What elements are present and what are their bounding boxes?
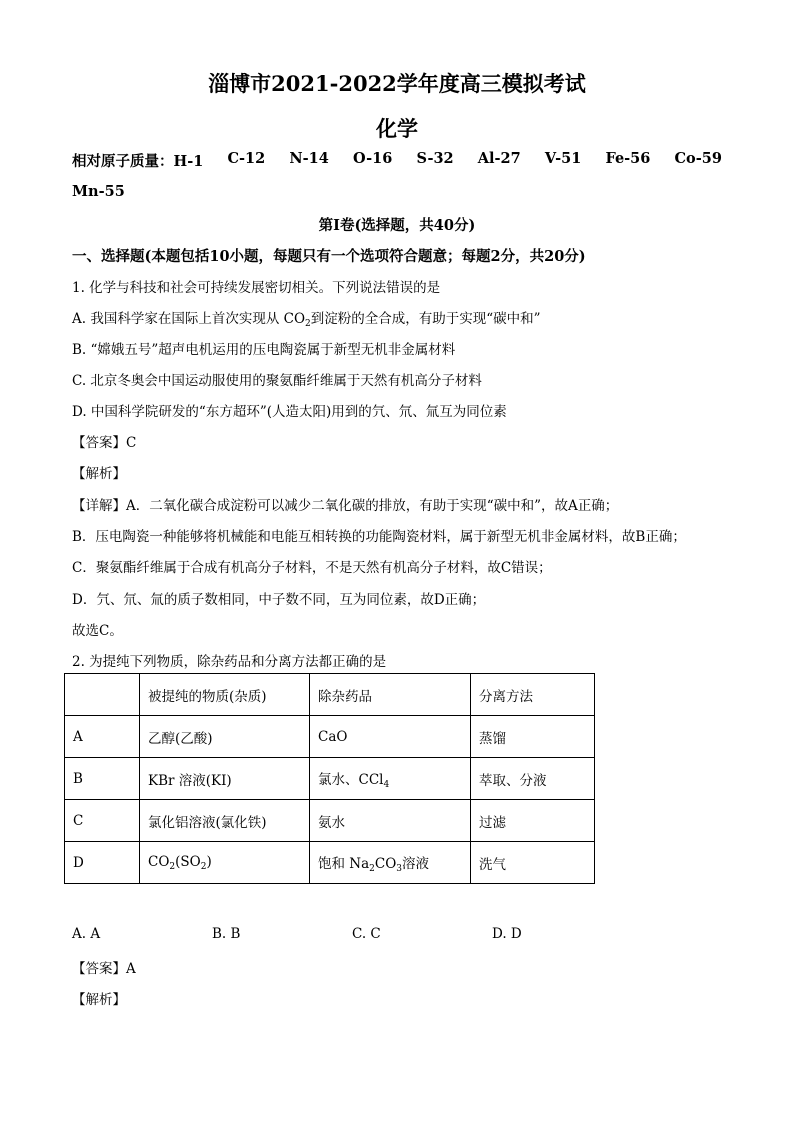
atomic-mass-item: Co-59 bbox=[674, 150, 722, 167]
question-2-options bbox=[72, 926, 632, 942]
question-1-detail-line: 【详解】A．二氧化碳合成淀粉可以减少二氧化碳的排放，有助于实现“碳中和”，故A正确； bbox=[72, 498, 619, 514]
table-row bbox=[65, 842, 595, 884]
question-1-option-b: B. “嫦娥五号”超声电机运用的压电陶瓷属于新型无机非金属材料 bbox=[72, 342, 456, 358]
table-row bbox=[65, 716, 595, 758]
subject-title: 化学 bbox=[376, 116, 418, 141]
question-1-option-a: A. 我国科学家在国际上首次实现从 $CO_2$到淀粉的全合成，有助于实现“碳中和” bbox=[72, 311, 541, 329]
question-2-stem: 2. 为提纯下列物质，除杂药品和分离方法都正确的是 bbox=[72, 654, 387, 670]
table-cell: 氯水、CCl$_4$ bbox=[310, 758, 471, 800]
table-cell: D bbox=[65, 842, 140, 884]
table-header-row bbox=[65, 674, 595, 716]
question-1-option-d: D. 中国科学院研发的“东方超环”(人造太阳)用到的氕、氘、氚互为同位素 bbox=[72, 404, 507, 420]
question-1-answer: 【答案】C bbox=[72, 435, 137, 451]
question-1-option-c: C. 北京冬奥会中国运动服使用的聚氨酯纤维属于天然有机高分子材料 bbox=[72, 373, 482, 389]
question-1-detail-line: B．压电陶瓷一种能够将机械能和电能互相转换的功能陶瓷材料，属于新型无机非金属材料，故B正确； bbox=[72, 529, 686, 545]
table-cell: CaO bbox=[310, 716, 471, 758]
table-header-cell: 被提纯的物质(杂质) bbox=[140, 674, 310, 716]
atomic-mass-item: O-16 bbox=[352, 150, 393, 167]
exam-title: 淄博市2021-2022学年度高三模拟考试 bbox=[208, 71, 586, 96]
volume-heading: 第Ⅰ卷(选择题，共40分) bbox=[318, 217, 476, 234]
atomic-mass-line bbox=[72, 150, 722, 171]
table-header-cell: 除杂药品 bbox=[310, 674, 471, 716]
table-cell: 萃取、分液 bbox=[471, 758, 595, 800]
atomic-mass-item: Al-27 bbox=[477, 150, 521, 167]
question-1-analysis: 【解析】 bbox=[72, 466, 126, 482]
atomic-mass-item: S-32 bbox=[416, 150, 454, 167]
table-cell: 洗气 bbox=[471, 842, 595, 884]
table-cell: 蒸馏 bbox=[471, 716, 595, 758]
table-cell: 过滤 bbox=[471, 800, 595, 842]
purification-table bbox=[64, 673, 595, 884]
table-row bbox=[65, 800, 595, 842]
option-b: B. B bbox=[212, 926, 241, 942]
table-header-cell: 分离方法 bbox=[471, 674, 595, 716]
atomic-mass-item: Fe-56 bbox=[605, 150, 651, 167]
option-a: A. A bbox=[72, 926, 101, 942]
table-cell: KBr 溶液(KI) bbox=[140, 758, 310, 800]
table-cell: A bbox=[65, 716, 140, 758]
atomic-mass-item: C-12 bbox=[227, 150, 266, 167]
table-cell: B bbox=[65, 758, 140, 800]
table-row bbox=[65, 758, 595, 800]
question-1-detail-line: D．氕、氘、氚的质子数相同，中子数不同，互为同位素，故D正确； bbox=[72, 592, 486, 608]
table-header-cell bbox=[65, 674, 140, 716]
section-heading: 一、选择题(本题包括10小题，每题只有一个选项符合题意；每题2分，共20分) bbox=[72, 248, 586, 265]
question-2-analysis: 【解析】 bbox=[72, 992, 126, 1008]
table-cell: 氯化铝溶液(氯化铁) bbox=[140, 800, 310, 842]
question-1-stem: 1. 化学与科技和社会可持续发展密切相关。下列说法错误的是 bbox=[72, 280, 441, 296]
atomic-mass-item: N-14 bbox=[289, 150, 329, 167]
table-cell: 乙醇(乙酸) bbox=[140, 716, 310, 758]
table-cell: 饱和 $Na_2CO_3$溶液 bbox=[310, 842, 471, 884]
table-cell: 氨水 bbox=[310, 800, 471, 842]
atomic-mass-item: Mn-55 bbox=[72, 183, 125, 200]
table-cell: $CO_2(SO_2)$ bbox=[140, 842, 310, 884]
atomic-mass-item: V-51 bbox=[544, 150, 582, 167]
table-cell: C bbox=[65, 800, 140, 842]
atomic-mass-label: 相对原子质量：H-1 bbox=[72, 153, 204, 170]
question-2-answer: 【答案】A bbox=[72, 961, 136, 977]
option-d: D. D bbox=[492, 926, 522, 942]
question-1-conclusion: 故选C。 bbox=[72, 623, 123, 639]
question-1-detail-line: C．聚氨酯纤维属于合成有机高分子材料，不是天然有机高分子材料，故C错误； bbox=[72, 560, 552, 576]
option-c: C. C bbox=[352, 926, 381, 942]
